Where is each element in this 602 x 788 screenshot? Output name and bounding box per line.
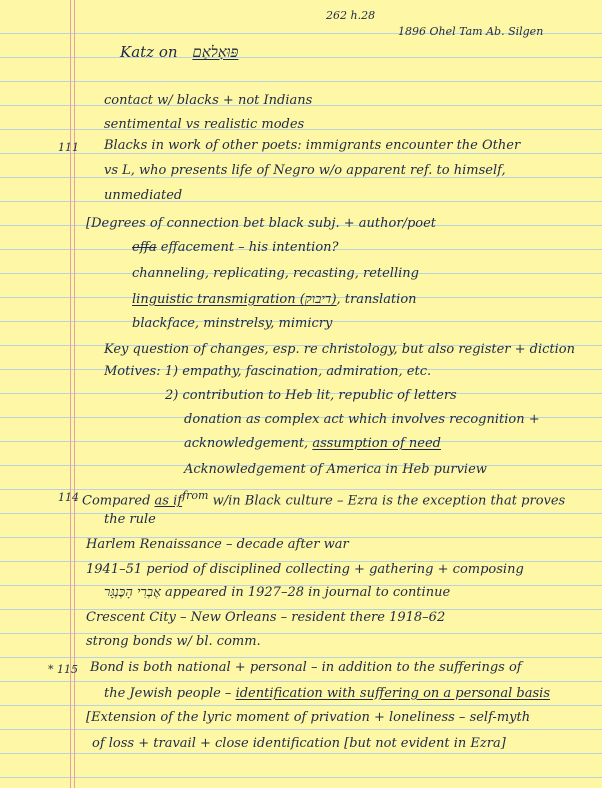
note-line-2: sentimental vs realistic modes xyxy=(104,117,305,132)
note-line-26: [Extension of the lyric moment of privation + loneliness – self-myth xyxy=(86,710,531,725)
margin-page-number: 114 xyxy=(58,491,79,504)
note-line-10: blackface, minstrelsy, mimicry xyxy=(132,316,333,331)
note-line-9 xyxy=(132,292,417,308)
note-text: w/in Black culture – Ezra is the exception that proves xyxy=(208,493,566,509)
note-text: , translation xyxy=(336,292,417,307)
note-line-3: Blacks in work of other poets: immigrants encounter the Other xyxy=(104,138,521,153)
note-line-14: donation as complex act which involves recognition + xyxy=(184,412,540,427)
note-line-21: אֶבְרִי הָכֶּנְגָּר appeared in 1927–28 in journal to continue xyxy=(104,585,451,600)
page-reference: 262 h.28 xyxy=(326,9,376,22)
note-line-8: channeling, replicating, recasting, retelling xyxy=(132,266,419,281)
note-line-24: Bond is both national + personal – in addition to the sufferings of xyxy=(90,660,522,675)
note-text: acknowledgement, xyxy=(184,436,313,451)
note-line-11: Key question of changes, esp. re christology, but also register + diction xyxy=(104,342,576,357)
title-hebrew: פּוּאָלאַם xyxy=(192,43,239,61)
note-text: effacement – his intention? xyxy=(160,240,339,255)
note-line-16: Acknowledgement of America in Heb purview xyxy=(184,462,487,477)
underlined-text: as if xyxy=(154,493,183,509)
underlined-text: assumption of need xyxy=(312,436,441,451)
note-line-5: unmediated xyxy=(104,188,183,203)
note-line-17 xyxy=(82,488,565,509)
title-prefix: Katz on xyxy=(120,43,178,61)
note-line-20: 1941–51 period of disciplined collecting + gathering + composing xyxy=(86,562,524,577)
note-line-15 xyxy=(184,436,441,452)
note-line-18: the rule xyxy=(104,512,156,527)
source-note: 1896 Ohel Tam Ab. Silgen xyxy=(398,25,544,38)
note-line-13: 2) contribution to Heb lit, republic of letters xyxy=(165,388,457,403)
note-line-4: vs L, who presents life of Negro w/o apparent ref. to himself, xyxy=(104,163,506,178)
inserted-word: from xyxy=(182,489,209,502)
note-line-1: contact w/ blacks + not Indians xyxy=(104,93,313,108)
note-line-27: of loss + travail + close identification [but not evident in Ezra] xyxy=(92,736,506,751)
note-line-22: Crescent City – New Orleans – resident there 1918–62 xyxy=(86,610,446,625)
underlined-text: linguistic transmigration (דיבוק) xyxy=(132,292,337,307)
struck-text: effa xyxy=(132,240,157,255)
note-line-6: [Degrees of connection bet black subj. + author/poet xyxy=(86,216,437,231)
note-line-25 xyxy=(104,686,550,702)
note-title xyxy=(120,44,238,60)
margin-page-number: 111 xyxy=(58,141,79,154)
note-line-19: Harlem Renaissance – decade after war xyxy=(86,537,349,552)
note-text: the Jewish people – xyxy=(104,686,236,701)
margin-page-number: * 115 xyxy=(48,663,78,676)
note-text: Compared xyxy=(82,493,155,509)
note-line-7 xyxy=(132,240,339,256)
underlined-text: identification with suffering on a personal basis xyxy=(235,686,551,701)
note-line-23: strong bonds w/ bl. comm. xyxy=(86,634,261,649)
note-line-12: Motives: 1) empathy, fascination, admiration, etc. xyxy=(104,364,432,379)
